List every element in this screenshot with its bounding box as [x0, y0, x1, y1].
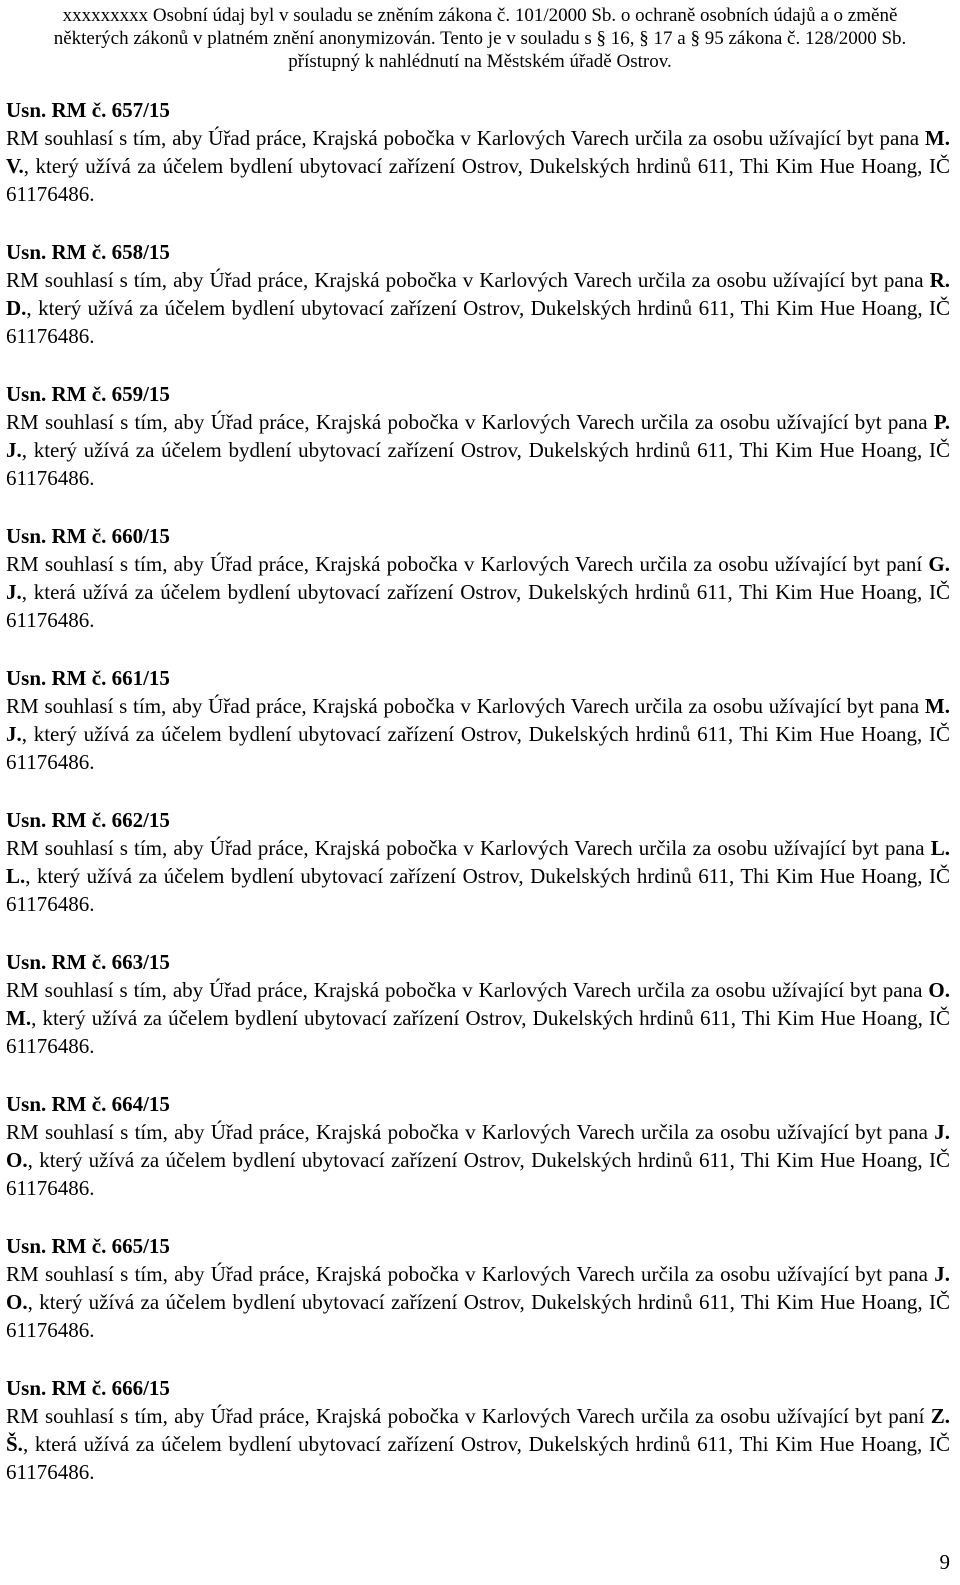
resolution-text-end: , který užívá za účelem bydlení ubytovací zařízení Ostrov, Dukelských hrdinů 611, Thi Kim Hue Hoang, IČ 61176486. — [6, 438, 950, 490]
resolution-title: Usn. RM č. 666/15 — [6, 1376, 170, 1400]
resolution-title: Usn. RM č. 663/15 — [6, 950, 170, 974]
resolution — [6, 1232, 950, 1344]
resolution-text-end: , který užívá za účelem bydlení ubytovací zařízení Ostrov, Dukelských hrdinů 611, Thi Kim Hue Hoang, IČ 61176486. — [6, 154, 950, 206]
resolution-text-start: RM souhlasí s tím, aby Úřad práce, Krajská pobočka v Karlových Varech určila za osobu užívající byt pana — [6, 268, 930, 292]
resolution-text-start: RM souhlasí s tím, aby Úřad práce, Krajská pobočka v Karlových Varech určila za osobu užívající byt pana — [6, 694, 925, 718]
resolution-text-start: RM souhlasí s tím, aby Úřad práce, Krajská pobočka v Karlových Varech určila za osobu užívající byt pana — [6, 126, 925, 150]
resolution-text-start: RM souhlasí s tím, aby Úřad práce, Krajská pobočka v Karlových Varech určila za osobu užívající byt pana — [6, 410, 934, 434]
resolution-text — [6, 124, 950, 208]
resolution-text-start: RM souhlasí s tím, aby Úřad práce, Krajská pobočka v Karlových Varech určila za osobu užívající byt paní — [6, 1404, 931, 1428]
resolution-title: Usn. RM č. 657/15 — [6, 98, 170, 122]
person-initials: J. O. — [6, 1120, 950, 1172]
resolution — [6, 522, 950, 634]
resolution-text-start: RM souhlasí s tím, aby Úřad práce, Krajská pobočka v Karlových Varech určila za osobu užívající byt pana — [6, 1120, 935, 1144]
resolution — [6, 948, 950, 1060]
resolution-text-end: , který užívá za účelem bydlení ubytovací zařízení Ostrov, Dukelských hrdinů 611, Thi Kim Hue Hoang, IČ 61176486. — [6, 722, 950, 774]
resolution-text-end: , která užívá za účelem bydlení ubytovací zařízení Ostrov, Dukelských hrdinů 611, Thi Kim Hue Hoang, IČ 61176486. — [6, 1432, 950, 1484]
person-initials: M. V. — [6, 126, 950, 178]
person-initials: R. D. — [6, 268, 950, 320]
resolution-text — [6, 1402, 950, 1486]
resolution-text — [6, 1260, 950, 1344]
person-initials: O. M. — [6, 978, 950, 1030]
anonymization-notice — [0, 4, 960, 73]
resolution-text-end: , který užívá za účelem bydlení ubytovací zařízení Ostrov, Dukelských hrdinů 611, Thi Kim Hue Hoang, IČ 61176486. — [6, 1148, 950, 1200]
resolution — [6, 1090, 950, 1202]
resolution-title: Usn. RM č. 658/15 — [6, 240, 170, 264]
resolution-title: Usn. RM č. 662/15 — [6, 808, 170, 832]
resolution-text-end: , který užívá za účelem bydlení ubytovací zařízení Ostrov, Dukelských hrdinů 611, Thi Kim Hue Hoang, IČ 61176486. — [6, 1006, 950, 1058]
resolution-title: Usn. RM č. 665/15 — [6, 1234, 170, 1258]
person-initials: M. J. — [6, 694, 950, 746]
notice-line-3: přístupný k nahlédnutí na Městském úřadě Ostrov. — [288, 51, 672, 72]
resolution-text-start: RM souhlasí s tím, aby Úřad práce, Krajská pobočka v Karlových Varech určila za osobu užívající byt paní — [6, 552, 929, 576]
resolution-text-end: , která užívá za účelem bydlení ubytovací zařízení Ostrov, Dukelských hrdinů 611, Thi Kim Hue Hoang, IČ 61176486. — [6, 580, 950, 632]
resolution-text — [6, 266, 950, 350]
resolution — [6, 96, 950, 208]
resolution-text — [6, 550, 950, 634]
resolution — [6, 664, 950, 776]
resolution-text-end: , který užívá za účelem bydlení ubytovací zařízení Ostrov, Dukelských hrdinů 611, Thi Kim Hue Hoang, IČ 61176486. — [6, 1290, 950, 1342]
person-initials: P. J. — [6, 410, 950, 462]
resolution-text-start: RM souhlasí s tím, aby Úřad práce, Krajská pobočka v Karlových Varech určila za osobu užívající byt pana — [6, 978, 929, 1002]
resolution-title: Usn. RM č. 661/15 — [6, 666, 170, 690]
resolution-title: Usn. RM č. 660/15 — [6, 524, 170, 548]
resolution-text-start: RM souhlasí s tím, aby Úřad práce, Krajská pobočka v Karlových Varech určila za osobu užívající byt pana — [6, 836, 931, 860]
resolution — [6, 238, 950, 350]
resolution-text-end: , který užívá za účelem bydlení ubytovací zařízení Ostrov, Dukelských hrdinů 611, Thi Kim Hue Hoang, IČ 61176486. — [6, 296, 950, 348]
notice-line-1: xxxxxxxxx Osobní údaj byl v souladu se zněním zákona č. 101/2000 Sb. o ochraně osobních údajů a o změně — [62, 5, 898, 26]
resolution-text — [6, 408, 950, 492]
resolution-title: Usn. RM č. 659/15 — [6, 382, 170, 406]
resolution-text-start: RM souhlasí s tím, aby Úřad práce, Krajská pobočka v Karlových Varech určila za osobu užívající byt pana — [6, 1262, 935, 1286]
person-initials: G. J. — [6, 552, 950, 604]
page-number: 9 — [939, 1550, 950, 1574]
resolution-title: Usn. RM č. 664/15 — [6, 1092, 170, 1116]
resolution — [6, 1374, 950, 1486]
resolution-text — [6, 692, 950, 776]
resolution-text — [6, 976, 950, 1060]
resolution-text — [6, 834, 950, 918]
resolution-text — [6, 1118, 950, 1202]
person-initials: L. L. — [6, 836, 950, 888]
resolution-text-end: , který užívá za účelem bydlení ubytovací zařízení Ostrov, Dukelských hrdinů 611, Thi Kim Hue Hoang, IČ 61176486. — [6, 864, 950, 916]
person-initials: Z. Š. — [6, 1404, 950, 1456]
resolution — [6, 380, 950, 492]
resolutions-list — [6, 96, 950, 1516]
notice-line-2: některých zákonů v platném znění anonymizován. Tento je v souladu s § 16, § 17 a § 95 zákona č. 128/2000 Sb. — [53, 28, 907, 49]
resolution — [6, 806, 950, 918]
person-initials: J. O. — [6, 1262, 950, 1314]
